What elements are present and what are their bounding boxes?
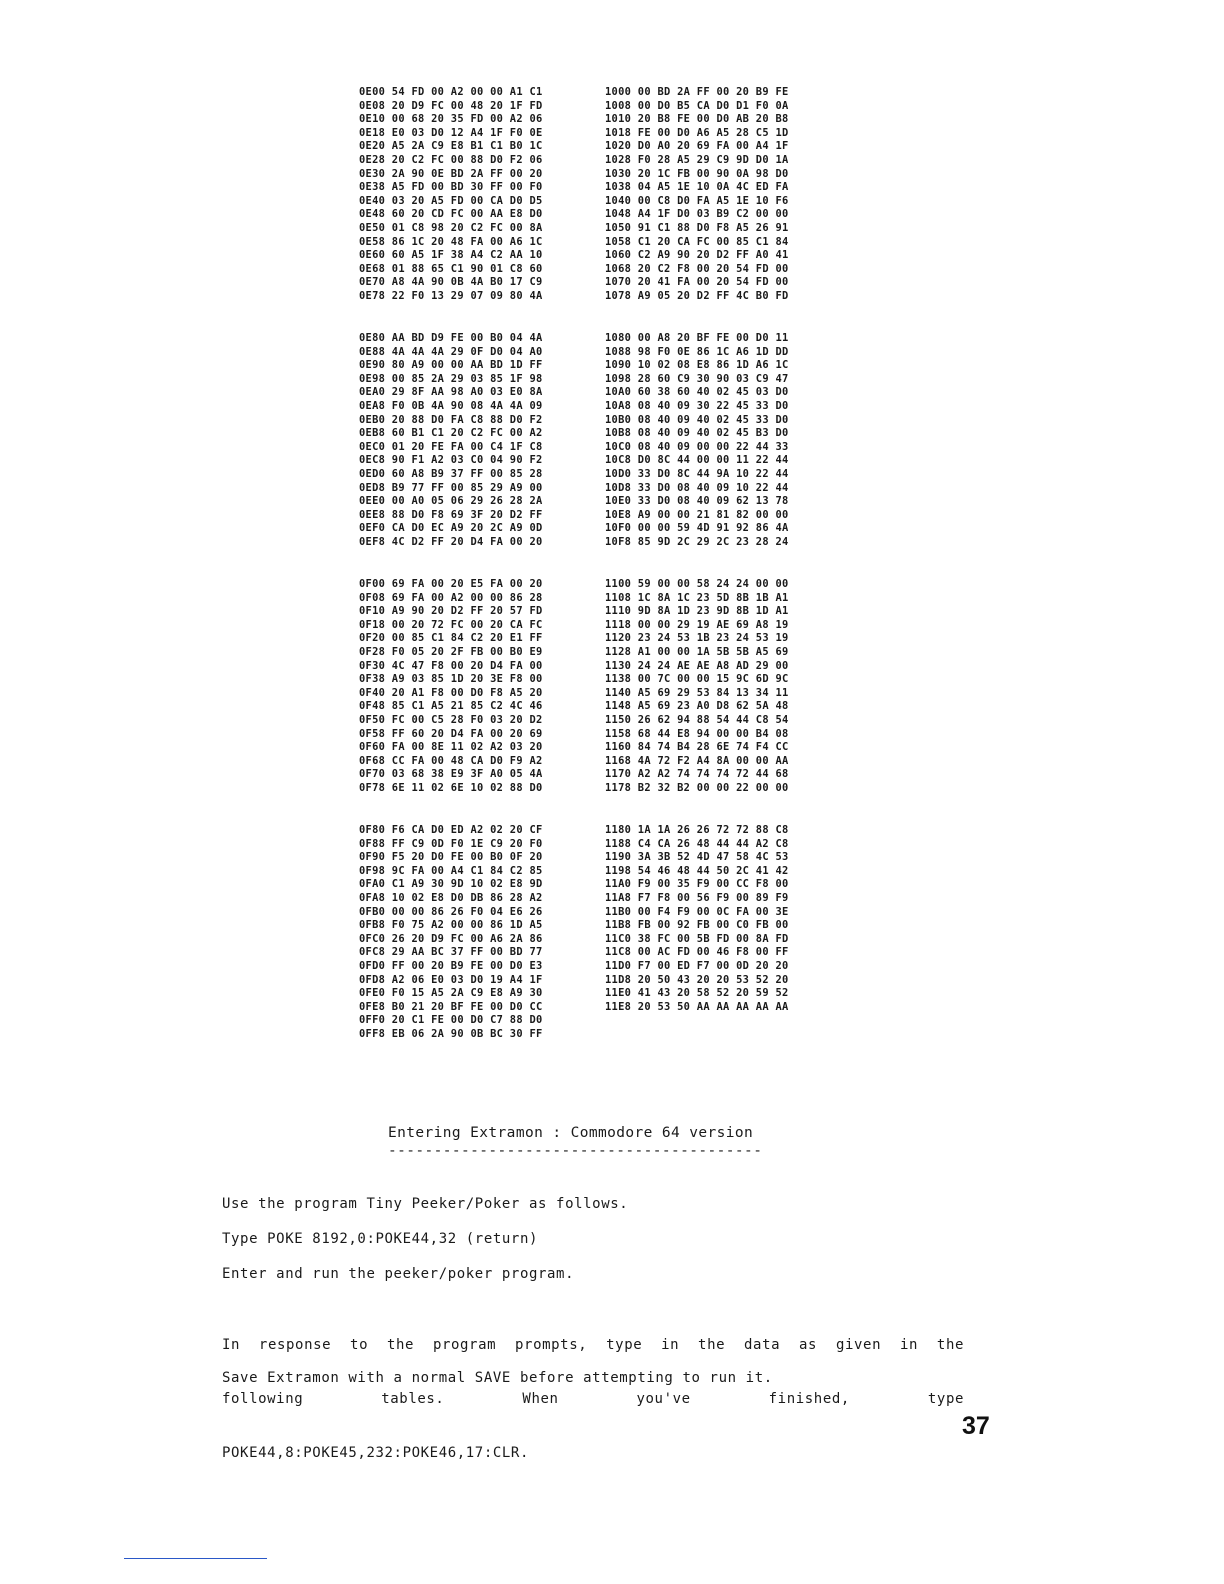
hex-row: 1108 1C 8A 1C 23 5D 8B 1B A1 [605, 591, 789, 604]
hex-row: 1198 54 46 48 44 50 2C 41 42 [605, 864, 789, 877]
hex-group-2-right [605, 332, 789, 550]
hex-row: 0EC0 01 20 FE FA 00 C4 1F C8 [359, 440, 543, 453]
hex-row: 1058 C1 20 CA FC 00 85 C1 84 [605, 235, 789, 248]
hex-row: 0E98 00 85 2A 29 03 85 1F 98 [359, 372, 543, 385]
hex-row: 0FA0 C1 A9 30 9D 10 02 E8 9D [359, 878, 543, 891]
hex-row: 0E00 54 FD 00 A2 00 00 A1 C1 [359, 86, 543, 98]
hex-row: 1000 00 BD 2A FF 00 20 B9 FE [605, 86, 789, 98]
hex-row: 0EA8 F0 0B 4A 90 08 4A 4A 09 [359, 399, 543, 412]
hex-row: 1158 68 44 E8 94 00 00 B4 08 [605, 727, 789, 740]
paragraph-4-line-2: following tables. When you've finished, type [222, 1391, 964, 1407]
hex-row: 1098 28 60 C9 30 90 03 C9 47 [605, 372, 789, 385]
instruction-paragraph-2: Type POKE 8192,0:POKE44,32 (return) [222, 1231, 539, 1247]
hex-row: 0F40 20 A1 F8 00 D0 F8 A5 20 [359, 686, 543, 699]
hex-row: 1020 D0 A0 20 69 FA 00 A4 1F [605, 140, 789, 153]
hex-row: 0E50 01 C8 98 20 C2 FC 00 8A [359, 221, 543, 234]
hex-row: 1070 20 41 FA 00 20 54 FD 00 [605, 276, 789, 289]
hex-row: 10A0 60 38 60 40 02 45 03 D0 [605, 386, 789, 399]
hex-row: 0F18 00 20 72 FC 00 20 CA FC [359, 618, 543, 631]
hex-row: 0EF0 CA D0 EC A9 20 2C A9 0D [359, 522, 543, 535]
hex-row: 0FE0 F0 15 A5 2A C9 E8 A9 30 [359, 987, 543, 1000]
hex-row: 0EE8 88 D0 F8 69 3F 20 D2 FF [359, 508, 543, 521]
hex-row: 10F0 00 00 59 4D 91 92 86 4A [605, 522, 789, 535]
hex-row: 0EF8 4C D2 FF 20 D4 FA 00 20 [359, 535, 543, 548]
hex-row: 0F88 FF C9 0D F0 1E C9 20 F0 [359, 837, 543, 850]
footnote-rule [124, 1558, 267, 1559]
section-heading-underline: ----------------------------------------- [388, 1143, 763, 1159]
hex-row: 0FA8 10 02 E8 D0 DB 86 28 A2 [359, 891, 543, 904]
hex-row: 0E70 A8 4A 90 0B 4A B0 17 C9 [359, 276, 543, 289]
hex-group-4-right [605, 824, 789, 1014]
hex-row: 1068 20 C2 F8 00 20 54 FD 00 [605, 262, 789, 275]
hex-row: 1060 C2 A9 90 20 D2 FF A0 41 [605, 249, 789, 262]
hex-row: 0ED8 B9 77 FF 00 85 29 A9 00 [359, 481, 543, 494]
hex-row: 0E08 20 D9 FC 00 48 20 1F FD [359, 99, 543, 112]
hex-row: 1040 00 C8 D0 FA A5 1E 10 F6 [605, 194, 789, 207]
hex-row: 1010 20 B8 FE 00 D0 AB 20 B8 [605, 113, 789, 126]
hex-row: 0E28 20 C2 FC 00 88 D0 F2 06 [359, 153, 543, 166]
hex-row: 0F98 9C FA 00 A4 C1 84 C2 85 [359, 864, 543, 877]
hex-row: 0FC8 29 AA BC 37 FF 00 BD 77 [359, 946, 543, 959]
hex-row: 11C0 38 FC 00 5B FD 00 8A FD [605, 932, 789, 945]
hex-row: 1028 F0 28 A5 29 C9 9D D0 1A [605, 153, 789, 166]
hex-row: 0F68 CC FA 00 48 CA D0 F9 A2 [359, 754, 543, 767]
hex-row: 0F30 4C 47 F8 00 20 D4 FA 00 [359, 659, 543, 672]
hex-row: 0F70 03 68 38 E9 3F A0 05 4A [359, 768, 543, 781]
hex-row: 0ED0 60 A8 B9 37 FF 00 85 28 [359, 467, 543, 480]
hex-row: 10C8 D0 8C 44 00 00 11 22 44 [605, 454, 789, 467]
hex-row: 1078 A9 05 20 D2 FF 4C B0 FD [605, 289, 789, 302]
paragraph-4-line-3: POKE44,8:POKE45,232:POKE46,17:CLR. [222, 1445, 529, 1461]
hex-group-1-left [359, 86, 543, 304]
hex-row: 0F48 85 C1 A5 21 85 C2 4C 46 [359, 700, 543, 713]
hex-row: 10E8 A9 00 00 21 81 82 00 00 [605, 508, 789, 521]
hex-row: 0FB0 00 00 86 26 F0 04 E6 26 [359, 905, 543, 918]
hex-row: 1050 91 C1 88 D0 F8 A5 26 91 [605, 221, 789, 234]
hex-row: 0E68 01 88 65 C1 90 01 C8 60 [359, 262, 543, 275]
hex-row: 0EE0 00 A0 05 06 29 26 28 2A [359, 495, 543, 508]
hex-row: 1018 FE 00 D0 A6 A5 28 C5 1D [605, 126, 789, 139]
hex-row: 1140 A5 69 29 53 84 13 34 11 [605, 686, 789, 699]
hex-row: 1048 A4 1F D0 03 B9 C2 00 00 [605, 208, 789, 221]
hex-row: 0E20 A5 2A C9 E8 B1 C1 B0 1C [359, 140, 543, 153]
hex-row: 0EB8 60 B1 C1 20 C2 FC 00 A2 [359, 427, 543, 440]
hex-row: 1178 B2 32 B2 00 00 22 00 00 [605, 781, 789, 794]
hex-row: 0F78 6E 11 02 6E 10 02 88 D0 [359, 781, 543, 794]
hex-row: 1100 59 00 00 58 24 24 00 00 [605, 578, 789, 590]
instruction-paragraph-4 [222, 1300, 964, 1480]
hex-row: 11C8 00 AC FD 00 46 F8 00 FF [605, 946, 789, 959]
hex-row: 0E10 00 68 20 35 FD 00 A2 06 [359, 113, 543, 126]
hex-row: 0FF8 EB 06 2A 90 0B BC 30 FF [359, 1027, 543, 1040]
hex-row: 0E40 03 20 A5 FD 00 CA D0 D5 [359, 194, 543, 207]
hex-row: 0EB0 20 88 D0 FA C8 88 D0 F2 [359, 413, 543, 426]
hex-group-3-left [359, 578, 543, 796]
hex-row: 0FD8 A2 06 E0 03 D0 19 A4 1F [359, 973, 543, 986]
instruction-paragraph-1: Use the program Tiny Peeker/Poker as follows. [222, 1196, 629, 1212]
hex-row: 0F08 69 FA 00 A2 00 00 86 28 [359, 591, 543, 604]
hex-row: 1180 1A 1A 26 26 72 72 88 C8 [605, 824, 789, 836]
hex-row: 10E0 33 D0 08 40 09 62 13 78 [605, 495, 789, 508]
hex-row: 1130 24 24 AE AE A8 AD 29 00 [605, 659, 789, 672]
hex-row: 0F38 A9 03 85 1D 20 3E F8 00 [359, 673, 543, 686]
hex-row: 0E38 A5 FD 00 BD 30 FF 00 F0 [359, 181, 543, 194]
hex-row: 1030 20 1C FB 00 90 0A 98 D0 [605, 167, 789, 180]
hex-row: 10D8 33 D0 08 40 09 10 22 44 [605, 481, 789, 494]
hex-row: 0E30 2A 90 0E BD 2A FF 00 20 [359, 167, 543, 180]
hex-group-4-left [359, 824, 543, 1042]
hex-row: 10C0 08 40 09 00 00 22 44 33 [605, 440, 789, 453]
hex-row: 0E90 80 A9 00 00 AA BD 1D FF [359, 359, 543, 372]
hex-row: 0FC0 26 20 D9 FC 00 A6 2A 86 [359, 932, 543, 945]
hex-row: 0E18 E0 03 D0 12 A4 1F F0 0E [359, 126, 543, 139]
hex-row: 0E78 22 F0 13 29 07 09 80 4A [359, 289, 543, 302]
hex-row: 10A8 08 40 09 30 22 45 33 D0 [605, 399, 789, 412]
hex-row: 1120 23 24 53 1B 23 24 53 19 [605, 632, 789, 645]
hex-group-1-right [605, 86, 789, 304]
hex-row: 0E60 60 A5 1F 38 A4 C2 AA 10 [359, 249, 543, 262]
paragraph-4-line-1: In response to the program prompts, type in the data as given in the [222, 1337, 964, 1353]
hex-row: 1170 A2 A2 74 74 74 72 44 68 [605, 768, 789, 781]
hex-row: 11D0 F7 00 ED F7 00 0D 20 20 [605, 959, 789, 972]
hex-row: 0EC8 90 F1 A2 03 C0 04 90 F2 [359, 454, 543, 467]
hex-row: 1168 4A 72 F2 A4 8A 00 00 AA [605, 754, 789, 767]
page-number: 37 [962, 1412, 990, 1440]
instruction-paragraph-5: Save Extramon with a normal SAVE before attempting to run it. [222, 1370, 773, 1386]
hex-row: 11E0 41 43 20 58 52 20 59 52 [605, 987, 789, 1000]
hex-row: 0FF0 20 C1 FE 00 D0 C7 88 D0 [359, 1014, 543, 1027]
hex-row: 0F00 69 FA 00 20 E5 FA 00 20 [359, 578, 543, 590]
hex-row: 0FB8 F0 75 A2 00 00 86 1D A5 [359, 919, 543, 932]
hex-row: 0F20 00 85 C1 84 C2 20 E1 FF [359, 632, 543, 645]
hex-row: 0F50 FC 00 C5 28 F0 03 20 D2 [359, 713, 543, 726]
hex-row: 1128 A1 00 00 1A 5B 5B A5 69 [605, 645, 789, 658]
hex-row: 11A0 F9 00 35 F9 00 CC F8 00 [605, 878, 789, 891]
hex-row: 1118 00 00 29 19 AE 69 A8 19 [605, 618, 789, 631]
hex-row: 0E48 60 20 CD FC 00 AA E8 D0 [359, 208, 543, 221]
hex-row: 1160 84 74 B4 28 6E 74 F4 CC [605, 741, 789, 754]
hex-row: 10F8 85 9D 2C 29 2C 23 28 24 [605, 535, 789, 548]
hex-group-2-left [359, 332, 543, 550]
hex-row: 0F60 FA 00 8E 11 02 A2 03 20 [359, 741, 543, 754]
hex-row: 11B8 FB 00 92 FB 00 C0 FB 00 [605, 919, 789, 932]
hex-row: 11E8 20 53 50 AA AA AA AA AA [605, 1000, 789, 1013]
hex-row: 1138 00 7C 00 00 15 9C 6D 9C [605, 673, 789, 686]
hex-row: 0FE8 B0 21 20 BF FE 00 D0 CC [359, 1000, 543, 1013]
hex-row: 0F58 FF 60 20 D4 FA 00 20 69 [359, 727, 543, 740]
hex-row: 0E58 86 1C 20 48 FA 00 A6 1C [359, 235, 543, 248]
hex-row: 0F90 F5 20 D0 FE 00 B0 0F 20 [359, 851, 543, 864]
hex-row: 1110 9D 8A 1D 23 9D 8B 1D A1 [605, 605, 789, 618]
hex-row: 0F80 F6 CA D0 ED A2 02 20 CF [359, 824, 543, 836]
hex-row: 1008 00 D0 B5 CA D0 D1 F0 0A [605, 99, 789, 112]
hex-row: 1038 04 A5 1E 10 0A 4C ED FA [605, 181, 789, 194]
instruction-paragraph-3: Enter and run the peeker/poker program. [222, 1266, 575, 1282]
hex-row: 1150 26 62 94 88 54 44 C8 54 [605, 713, 789, 726]
hex-row: 0FD0 FF 00 20 B9 FE 00 D0 E3 [359, 959, 543, 972]
hex-row: 1088 98 F0 0E 86 1C A6 1D DD [605, 345, 789, 358]
hex-row: 0E88 4A 4A 4A 29 0F D0 04 A0 [359, 345, 543, 358]
hex-row: 1188 C4 CA 26 48 44 44 A2 C8 [605, 837, 789, 850]
hex-group-3-right [605, 578, 789, 796]
hex-row: 0E80 AA BD D9 FE 00 B0 04 4A [359, 332, 543, 344]
hex-row: 1148 A5 69 23 A0 D8 62 5A 48 [605, 700, 789, 713]
section-heading: Entering Extramon : Commodore 64 version [388, 1125, 754, 1141]
hex-row: 1190 3A 3B 52 4D 47 58 4C 53 [605, 851, 789, 864]
hex-row: 10D0 33 D0 8C 44 9A 10 22 44 [605, 467, 789, 480]
hex-row: 0F10 A9 90 20 D2 FF 20 57 FD [359, 605, 543, 618]
hex-row: 1090 10 02 08 E8 86 1D A6 1C [605, 359, 789, 372]
hex-row: 0EA0 29 8F AA 98 A0 03 E0 8A [359, 386, 543, 399]
hex-row: 0F28 F0 05 20 2F FB 00 B0 E9 [359, 645, 543, 658]
hex-row: 11D8 20 50 43 20 20 53 52 20 [605, 973, 789, 986]
hex-row: 11B0 00 F4 F9 00 0C FA 00 3E [605, 905, 789, 918]
hex-row: 10B8 08 40 09 40 02 45 B3 D0 [605, 427, 789, 440]
hex-row: 10B0 08 40 09 40 02 45 33 D0 [605, 413, 789, 426]
hex-row: 1080 00 A8 20 BF FE 00 D0 11 [605, 332, 789, 344]
hex-row: 11A8 F7 F8 00 56 F9 00 89 F9 [605, 891, 789, 904]
